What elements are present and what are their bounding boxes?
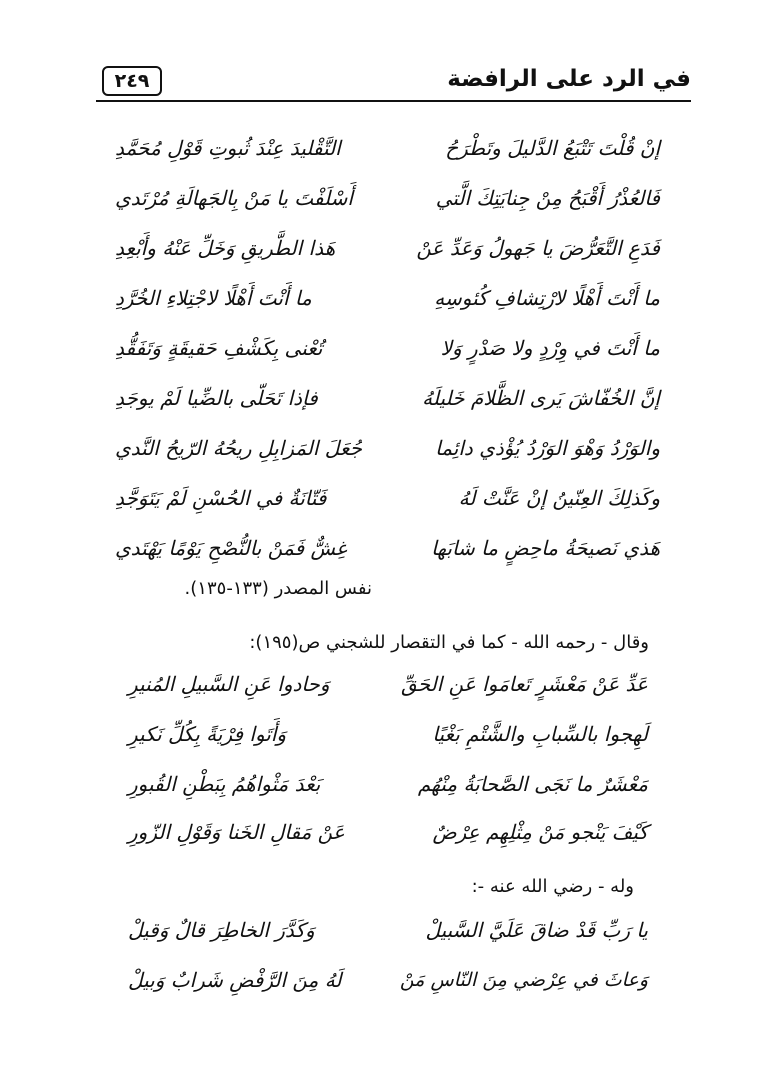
verse-first-hemistich: فَالعُذْرُ أَقْبَحُ مِنْ جِنايَتِكَ الَّتي xyxy=(435,186,660,210)
verse-line xyxy=(128,958,648,1002)
intro-text: وقال - رحمه الله - كما في التقصار للشجني ص(١٩٥): xyxy=(249,632,649,653)
verse-line xyxy=(128,762,648,806)
verse-line xyxy=(115,326,660,370)
verse-second-hemistich: لَهُ مِنَ الرَّفْضِ شَرابٌ وَبيلْ xyxy=(128,968,342,992)
intro-text: وله - رضي الله عنه -: xyxy=(471,876,634,897)
verse-line xyxy=(115,276,660,320)
source-note: نفس المصدر (١٣٣-١٣٥). xyxy=(184,578,372,599)
verse-first-hemistich: فَدَعِ التَّعَرُّضَ يا جَهولُ وَعَدِّ عَنْ xyxy=(416,236,660,260)
verse-line xyxy=(115,476,660,520)
verse-first-hemistich: مَعْشَرٌ ما نَجَى الصَّحابَةُ مِنْهُم xyxy=(417,772,648,796)
verse-first-hemistich: إنْ قُلْتَ تَتْبَعُ الدَّليلَ وتَطْرَحُ xyxy=(445,136,660,160)
verse-first-hemistich: هَذي نَصيحَةُ ماحِضٍ ما شابَها xyxy=(431,536,660,560)
verse-line xyxy=(128,908,648,952)
verse-second-hemistich: غِشٌّ فَمَنْ بالنُّصْحِ يَوْمًا يَهْتَدي xyxy=(115,536,347,560)
verse-line xyxy=(115,226,660,270)
verse-first-hemistich: وكَذلِكَ العِنّينُ إنْ عَنَّتْ لَهُ xyxy=(458,486,660,510)
verse-second-hemistich: جُعَلَ المَزابِلِ ريحُهُ الرّيحُ النَّدي xyxy=(115,436,362,460)
verse-second-hemistich: التَّقْليدَ عِنْدَ ثُبوتِ قَوْلِ مُحَمَّدِ xyxy=(115,136,341,160)
verse-second-hemistich: فَتّانَةٌ في الحُسْنِ لَمْ يَتَوَجَّدِ xyxy=(115,486,327,510)
running-title: في الرد على الرافضة xyxy=(447,66,691,92)
verse-second-hemistich: هَذا الطَّريقِ وَخَلِّ عَنْهُ وأَبْعِدِ xyxy=(115,236,336,260)
verse-line xyxy=(115,426,660,470)
verse-line xyxy=(115,526,660,570)
verse-first-hemistich: ما أَنْتَ في وِرْدٍ ولا صَدْرٍ وَلا xyxy=(440,336,660,360)
verse-first-hemistich: عَدِّ عَنْ مَعْشَرٍ تَعامَوا عَنِ الحَقِّ xyxy=(401,672,648,696)
header-rule xyxy=(96,100,691,102)
verse-second-hemistich: وَكَدَّرَ الخاطِرَ قالٌ وَقيلْ xyxy=(128,918,315,942)
verse-second-hemistich: عَنْ مَقالِ الخَنا وَقَوْلِ الزّورِ xyxy=(128,820,345,844)
verse-line xyxy=(128,662,648,706)
verse-first-hemistich: كَيْفَ يَنْجو مَنْ مِثْلِهِم عِرْضٌ xyxy=(432,820,648,844)
verse-second-hemistich: بَعْدَ مَثْواهُمُ بِبَطْنِ القُبورِ xyxy=(128,772,321,796)
verse-first-hemistich: يا رَبِّ قَدْ ضاقَ عَلَيَّ السَّبيلْ xyxy=(425,918,648,942)
verse-first-hemistich: ما أَنْتَ أَهْلًا لارْتِشافِ كُئوسِهِ xyxy=(434,286,660,310)
verse-line xyxy=(128,810,648,854)
page-header xyxy=(96,62,691,106)
verse-first-hemistich: والوَرْدُ وَهْوَ الوَرْدُ يُؤْذي دائِما xyxy=(435,436,660,460)
verse-second-hemistich: فإذا تَحَلّى بالضِّيا لَمْ يوجَدِ xyxy=(115,386,318,410)
verse-second-hemistich: أَسْلَفْتَ يا مَنْ بِالجَهالَةِ مُرْتَدي xyxy=(115,186,353,210)
verse-first-hemistich: وَعاثَ في عِرْضي مِنَ النّاسِ مَنْ xyxy=(399,969,648,991)
verse-first-hemistich: إنَّ الخُفّاشَ يَرى الظَّلامَ خَليلَهُ xyxy=(422,386,660,410)
verse-second-hemistich: وَأَتَوا فِرْيَةً بِكُلِّ نَكيرِ xyxy=(128,722,287,746)
verse-second-hemistich: وَحادوا عَنِ السَّبيلِ المُنيرِ xyxy=(128,672,330,696)
page-number-badge: ٢٤٩ xyxy=(102,66,162,96)
verse-second-hemistich: تُعْنى بِكَشْفِ حَقيقَةٍ وَتَفَقُّدِ xyxy=(115,336,323,360)
verse-first-hemistich: لَهِجوا بالسِّبابِ والشَّتْمِ بَغْيًا xyxy=(432,722,648,746)
verse-line xyxy=(128,712,648,756)
verse-line xyxy=(115,176,660,220)
verse-line xyxy=(115,376,660,420)
verse-second-hemistich: ما أَنْتَ أَهْلًا لاجْتِلاءِ الخُرَّدِ xyxy=(115,286,312,310)
verse-line xyxy=(115,126,660,170)
